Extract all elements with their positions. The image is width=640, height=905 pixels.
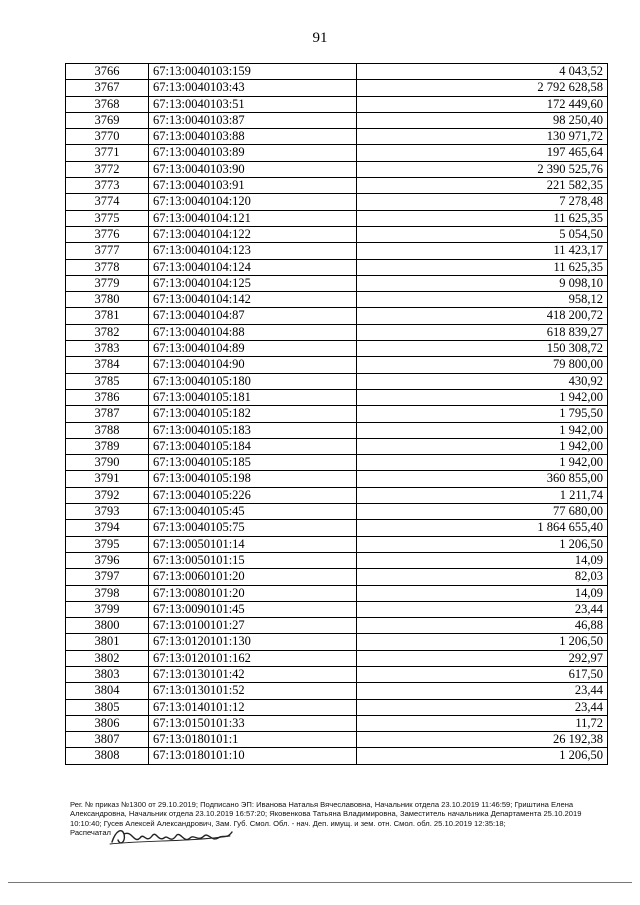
- cadastral-number-cell: 67:13:0040104:121: [149, 210, 357, 226]
- cadastral-number-cell: 67:13:0100101:27: [149, 618, 357, 634]
- row-number-cell: 3788: [66, 422, 149, 438]
- cadastral-number-cell: 67:13:0130101:52: [149, 683, 357, 699]
- cadastral-number-cell: 67:13:0090101:45: [149, 601, 357, 617]
- cadastral-number-cell: 67:13:0050101:15: [149, 552, 357, 568]
- row-number-cell: 3773: [66, 178, 149, 194]
- cadastral-number-cell: 67:13:0040105:75: [149, 520, 357, 536]
- cadastral-value-cell: 46,88: [357, 618, 608, 634]
- cadastral-value-table: [65, 63, 608, 765]
- row-number-cell: 3779: [66, 275, 149, 291]
- table-row: [66, 96, 608, 112]
- cadastral-value-cell: 430,92: [357, 373, 608, 389]
- table-row: [66, 64, 608, 80]
- table-row: [66, 748, 608, 764]
- row-number-cell: 3771: [66, 145, 149, 161]
- cadastral-number-cell: 67:13:0120101:162: [149, 650, 357, 666]
- row-number-cell: 3785: [66, 373, 149, 389]
- row-number-cell: 3803: [66, 666, 149, 682]
- cadastral-number-cell: 67:13:0040103:51: [149, 96, 357, 112]
- cadastral-number-cell: 67:13:0040104:88: [149, 324, 357, 340]
- cadastral-value-cell: 98 250,40: [357, 112, 608, 128]
- cadastral-value-cell: 1 864 655,40: [357, 520, 608, 536]
- cadastral-number-cell: 67:13:0040103:88: [149, 129, 357, 145]
- table-row: [66, 210, 608, 226]
- row-number-cell: 3768: [66, 96, 149, 112]
- cadastral-value-cell: 1 942,00: [357, 438, 608, 454]
- cadastral-number-cell: 67:13:0040104:122: [149, 226, 357, 242]
- cadastral-value-cell: 197 465,64: [357, 145, 608, 161]
- table-row: [66, 389, 608, 405]
- row-number-cell: 3801: [66, 634, 149, 650]
- cadastral-value-cell: 77 680,00: [357, 504, 608, 520]
- table-row: [66, 618, 608, 634]
- cadastral-number-cell: 67:13:0040103:90: [149, 161, 357, 177]
- cadastral-number-cell: 67:13:0040105:180: [149, 373, 357, 389]
- row-number-cell: 3777: [66, 243, 149, 259]
- row-number-cell: 3806: [66, 715, 149, 731]
- cadastral-value-cell: 11 625,35: [357, 210, 608, 226]
- cadastral-number-cell: 67:13:0040105:182: [149, 406, 357, 422]
- row-number-cell: 3790: [66, 455, 149, 471]
- table-row: [66, 194, 608, 210]
- row-number-cell: 3792: [66, 487, 149, 503]
- cadastral-number-cell: 67:13:0040105:183: [149, 422, 357, 438]
- row-number-cell: 3776: [66, 226, 149, 242]
- cadastral-value-cell: 360 855,00: [357, 471, 608, 487]
- cadastral-number-cell: 67:13:0040103:43: [149, 80, 357, 96]
- cadastral-value-cell: 1 942,00: [357, 422, 608, 438]
- table-row: [66, 683, 608, 699]
- cadastral-number-cell: 67:13:0040104:89: [149, 341, 357, 357]
- cadastral-number-cell: 67:13:0040105:181: [149, 389, 357, 405]
- row-number-cell: 3799: [66, 601, 149, 617]
- table-row: [66, 699, 608, 715]
- table-row: [66, 112, 608, 128]
- row-number-cell: 3793: [66, 504, 149, 520]
- table-row: [66, 666, 608, 682]
- cadastral-value-cell: 82,03: [357, 569, 608, 585]
- cadastral-value-cell: 1 942,00: [357, 455, 608, 471]
- table-row: [66, 292, 608, 308]
- cadastral-number-cell: 67:13:0040103:87: [149, 112, 357, 128]
- cadastral-number-cell: 67:13:0040103:91: [149, 178, 357, 194]
- row-number-cell: 3772: [66, 161, 149, 177]
- row-number-cell: 3774: [66, 194, 149, 210]
- row-number-cell: 3786: [66, 389, 149, 405]
- row-number-cell: 3795: [66, 536, 149, 552]
- table-row: [66, 308, 608, 324]
- cadastral-number-cell: 67:13:0130101:42: [149, 666, 357, 682]
- table-row: [66, 341, 608, 357]
- cadastral-number-cell: 67:13:0040103:89: [149, 145, 357, 161]
- cadastral-value-cell: 14,09: [357, 552, 608, 568]
- row-number-cell: 3787: [66, 406, 149, 422]
- cadastral-value-cell: 1 795,50: [357, 406, 608, 422]
- cadastral-value-cell: 5 054,50: [357, 226, 608, 242]
- table-row: [66, 275, 608, 291]
- table-row: [66, 732, 608, 748]
- table-row: [66, 634, 608, 650]
- cadastral-value-cell: 11 423,17: [357, 243, 608, 259]
- table-row: [66, 504, 608, 520]
- cadastral-number-cell: 67:13:0040104:142: [149, 292, 357, 308]
- cadastral-value-cell: 418 200,72: [357, 308, 608, 324]
- row-number-cell: 3778: [66, 259, 149, 275]
- cadastral-value-cell: 1 206,50: [357, 634, 608, 650]
- row-number-cell: 3796: [66, 552, 149, 568]
- cadastral-value-cell: 26 192,38: [357, 732, 608, 748]
- cadastral-value-cell: 23,44: [357, 601, 608, 617]
- row-number-cell: 3780: [66, 292, 149, 308]
- table-row: [66, 129, 608, 145]
- cadastral-value-cell: 292,97: [357, 650, 608, 666]
- row-number-cell: 3784: [66, 357, 149, 373]
- table-row: [66, 80, 608, 96]
- row-number-cell: 3775: [66, 210, 149, 226]
- signature-registry-footer: Рег. № приказ №1300 от 29.10.2019; Подписано ЭП: Иванова Наталья Вячеславовна, Начальник отдела 23.10.2019 11:46:59; Гриштина Елена Александровна, Начальник отдела 23.10.2019 16:57:20; Яковенкова Татьяна Владимировна, Заместитель начальника Департамента 25.10.2019 10:10:40; Гусев Алексей Александрович, Зам. Губ. Смол. Обл. - нач. Деп. имущ. и зем. отн. Смол. обл. 25.10.2019 12:35:18;: [70, 800, 582, 828]
- cadastral-value-cell: 2 390 525,76: [357, 161, 608, 177]
- table-row: [66, 520, 608, 536]
- cadastral-value-cell: 79 800,00: [357, 357, 608, 373]
- bottom-rule: [8, 882, 632, 883]
- cadastral-number-cell: 67:13:0140101:12: [149, 699, 357, 715]
- cadastral-value-cell: 7 278,48: [357, 194, 608, 210]
- table-row: [66, 259, 608, 275]
- row-number-cell: 3802: [66, 650, 149, 666]
- row-number-cell: 3781: [66, 308, 149, 324]
- row-number-cell: 3807: [66, 732, 149, 748]
- table-row: [66, 569, 608, 585]
- table-row: [66, 438, 608, 454]
- row-number-cell: 3766: [66, 64, 149, 80]
- row-number-cell: 3800: [66, 618, 149, 634]
- cadastral-value-cell: 23,44: [357, 683, 608, 699]
- table-row: [66, 585, 608, 601]
- cadastral-value-cell: 150 308,72: [357, 341, 608, 357]
- cadastral-number-cell: 67:13:0040103:159: [149, 64, 357, 80]
- table-row: [66, 243, 608, 259]
- cadastral-number-cell: 67:13:0040104:90: [149, 357, 357, 373]
- row-number-cell: 3767: [66, 80, 149, 96]
- table-row: [66, 471, 608, 487]
- table-row: [66, 487, 608, 503]
- cadastral-number-cell: 67:13:0080101:20: [149, 585, 357, 601]
- row-number-cell: 3770: [66, 129, 149, 145]
- cadastral-number-cell: 67:13:0150101:33: [149, 715, 357, 731]
- table-row: [66, 715, 608, 731]
- cadastral-number-cell: 67:13:0040104:120: [149, 194, 357, 210]
- row-number-cell: 3782: [66, 324, 149, 340]
- cadastral-value-cell: 14,09: [357, 585, 608, 601]
- cadastral-number-cell: 67:13:0040104:125: [149, 275, 357, 291]
- cadastral-number-cell: 67:13:0040105:45: [149, 504, 357, 520]
- row-number-cell: 3794: [66, 520, 149, 536]
- row-number-cell: 3804: [66, 683, 149, 699]
- row-number-cell: 3805: [66, 699, 149, 715]
- cadastral-number-cell: 67:13:0040105:226: [149, 487, 357, 503]
- table-row: [66, 178, 608, 194]
- cadastral-number-cell: 67:13:0040104:123: [149, 243, 357, 259]
- table-row: [66, 373, 608, 389]
- cadastral-number-cell: 67:13:0060101:20: [149, 569, 357, 585]
- table-row: [66, 536, 608, 552]
- table-row: [66, 455, 608, 471]
- table-row: [66, 422, 608, 438]
- cadastral-number-cell: 67:13:0040104:124: [149, 259, 357, 275]
- page-number: 91: [312, 30, 328, 46]
- cadastral-value-cell: 9 098,10: [357, 275, 608, 291]
- cadastral-number-cell: 67:13:0040105:185: [149, 455, 357, 471]
- row-number-cell: 3798: [66, 585, 149, 601]
- cadastral-value-cell: 958,12: [357, 292, 608, 308]
- table-row: [66, 650, 608, 666]
- table-body: [66, 64, 608, 765]
- table-row: [66, 145, 608, 161]
- cadastral-value-cell: 4 043,52: [357, 64, 608, 80]
- cadastral-number-cell: 67:13:0040105:198: [149, 471, 357, 487]
- cadastral-number-cell: 67:13:0180101:10: [149, 748, 357, 764]
- cadastral-number-cell: 67:13:0040105:184: [149, 438, 357, 454]
- row-number-cell: 3789: [66, 438, 149, 454]
- cadastral-number-cell: 67:13:0120101:130: [149, 634, 357, 650]
- table-row: [66, 226, 608, 242]
- cadastral-value-cell: 23,44: [357, 699, 608, 715]
- cadastral-value-cell: 1 206,50: [357, 748, 608, 764]
- row-number-cell: 3808: [66, 748, 149, 764]
- table-row: [66, 552, 608, 568]
- table-row: [66, 406, 608, 422]
- row-number-cell: 3791: [66, 471, 149, 487]
- table-row: [66, 161, 608, 177]
- table-row: [66, 357, 608, 373]
- row-number-cell: 3769: [66, 112, 149, 128]
- cadastral-number-cell: 67:13:0180101:1: [149, 732, 357, 748]
- cadastral-value-cell: 2 792 628,58: [357, 80, 608, 96]
- cadastral-number-cell: 67:13:0050101:14: [149, 536, 357, 552]
- cadastral-value-cell: 1 211,74: [357, 487, 608, 503]
- cadastral-value-cell: 172 449,60: [357, 96, 608, 112]
- cadastral-value-cell: 130 971,72: [357, 129, 608, 145]
- cadastral-value-cell: 1 942,00: [357, 389, 608, 405]
- cadastral-value-cell: 221 582,35: [357, 178, 608, 194]
- printed-by-label: Распечатал: [70, 828, 111, 837]
- handwritten-signature: [108, 820, 238, 852]
- table-row: [66, 324, 608, 340]
- cadastral-value-cell: 11,72: [357, 715, 608, 731]
- cadastral-value-cell: 1 206,50: [357, 536, 608, 552]
- table-row: [66, 601, 608, 617]
- row-number-cell: 3783: [66, 341, 149, 357]
- cadastral-number-cell: 67:13:0040104:87: [149, 308, 357, 324]
- cadastral-value-cell: 618 839,27: [357, 324, 608, 340]
- cadastral-value-cell: 617,50: [357, 666, 608, 682]
- row-number-cell: 3797: [66, 569, 149, 585]
- cadastral-value-cell: 11 625,35: [357, 259, 608, 275]
